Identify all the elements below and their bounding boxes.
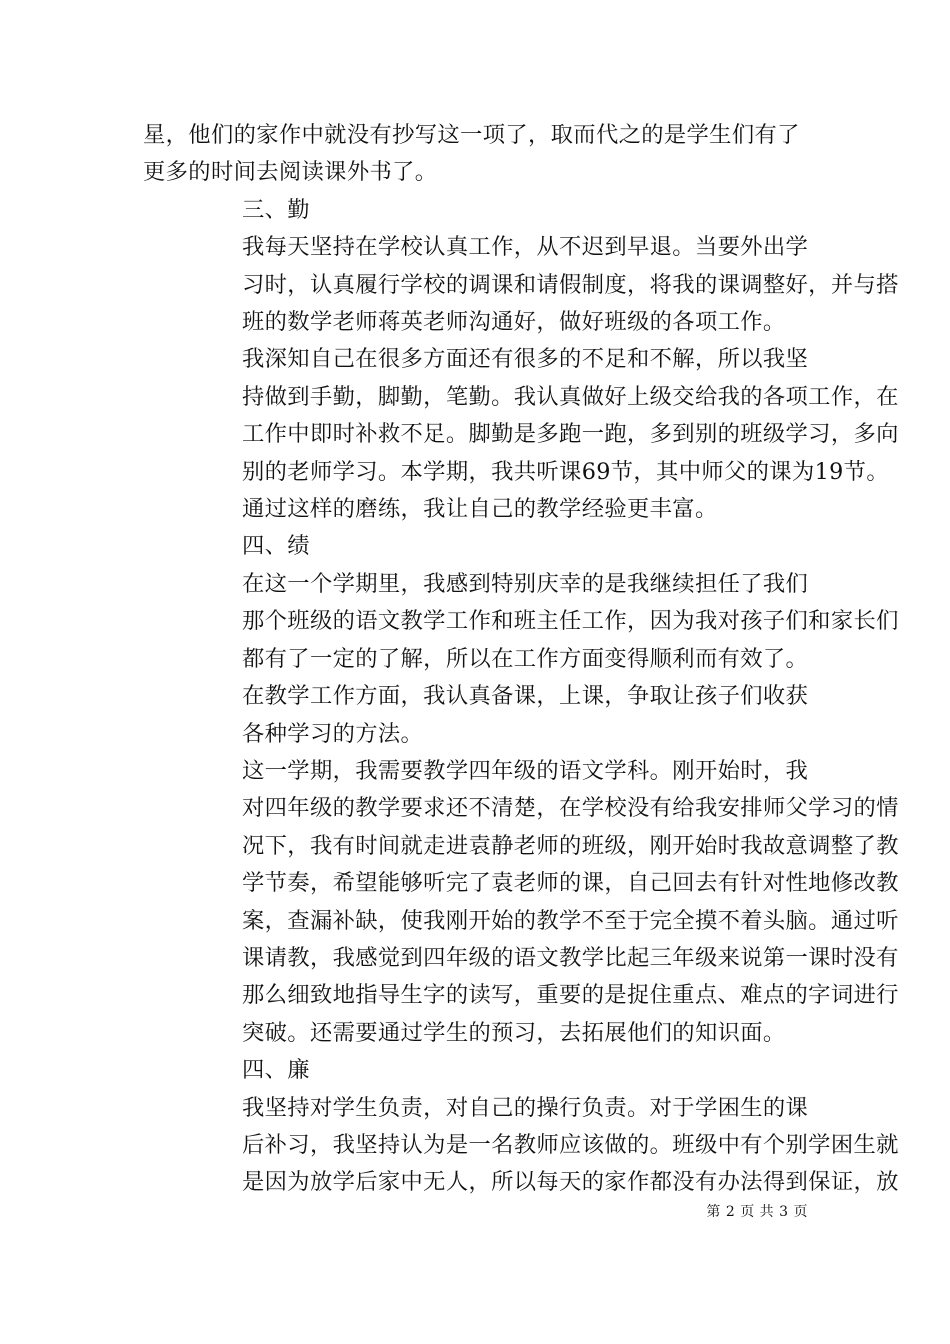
paragraph [143, 753, 899, 1052]
text-line: 班的数学老师蒋英老师沟通好，做好班级的各项工作。 [242, 309, 786, 336]
text-line: 更多的时间去阅读课外书了。 [143, 159, 438, 186]
section-heading [143, 192, 807, 229]
text-line: 四、绩 [242, 533, 310, 560]
paragraph [143, 341, 899, 528]
text-line: 那么细致地指导生字的读写，重要的是捉住重点、难点的字词进行 [242, 982, 899, 1009]
text-line: 在教学工作方面，我认真备课，上课，争取让孩子们收获 [242, 683, 809, 710]
text-line: 工作中即时补救不足。脚勤是多跑一跑，多到别的班级学习，多向 [242, 421, 899, 448]
text-line: 况下，我有时间就走进袁静老师的班级，刚开始时我故意调整了教 [242, 832, 899, 859]
paragraph [143, 229, 899, 341]
text-line: 这一学期，我需要教学四年级的语文学科。刚开始时，我 [242, 757, 809, 784]
section-heading [143, 1052, 807, 1089]
text-line: 星，他们的家作中就没有抄写这一项了，取而代之的是学生们有了 [143, 122, 800, 148]
section-heading [143, 528, 807, 565]
text-line: 对四年级的教学要求还不清楚，在学校没有给我安排师父学习的情 [242, 795, 899, 822]
text-line: 通过这样的磨练，我让自己的教学经验更丰富。 [242, 496, 718, 523]
text-line: 三、勤 [242, 196, 310, 223]
paragraph [143, 1090, 899, 1202]
text-line: 学节奏，希望能够听完了袁老师的课，自己回去有针对性地修改教 [242, 870, 899, 897]
text-line: 课请教，我感觉到四年级的语文教学比起三年级来说第一课时没有 [242, 944, 899, 971]
text-line: 突破。还需要通过学生的预习，去拓展他们的知识面。 [242, 1019, 786, 1046]
page-footer: 第 2 页 共 3 页 [706, 1204, 808, 1220]
text-line: 各种学习的方法。 [242, 720, 424, 747]
text-line: 那个班级的语文教学工作和班主任工作，因为我对孩子们和家长们 [242, 608, 899, 635]
document-body [143, 117, 899, 1202]
paragraph [143, 678, 807, 753]
text-line: 后补习，我坚持认为是一名教师应该做的。班级中有个别学困生就 [242, 1131, 899, 1158]
text-line: 在这一个学期里，我感到特别庆幸的是我继续担任了我们 [242, 570, 809, 597]
text-line: 持做到手勤，脚勤，笔勤。我认真做好上级交给我的各项工作，在 [242, 383, 899, 410]
text-line: 是因为放学后家中无人，所以每天的家作都没有办法得到保证，放 [242, 1169, 899, 1196]
text-line: 别的老师学习。本学期，我共听课69节，其中师父的课为19节。 [242, 458, 889, 485]
text-line: 四、廉 [242, 1057, 310, 1084]
paragraph [143, 566, 899, 678]
text-line: 我坚持对学生负责，对自己的操行负责。对于学困生的课 [242, 1094, 809, 1121]
text-line: 我每天坚持在学校认真工作，从不迟到早退。当要外出学 [242, 234, 809, 261]
text-line: 我深知自己在很多方面还有很多的不足和不解，所以我坚 [242, 346, 809, 373]
text-line: 都有了一定的了解，所以在工作方面变得顺利而有效了。 [242, 645, 809, 672]
text-line: 习时，认真履行学校的调课和请假制度，将我的课调整好，并与搭 [242, 271, 899, 298]
paragraph [143, 117, 807, 192]
text-line: 案，查漏补缺，使我刚开始的教学不至于完全摸不着头脑。通过听 [242, 907, 899, 934]
